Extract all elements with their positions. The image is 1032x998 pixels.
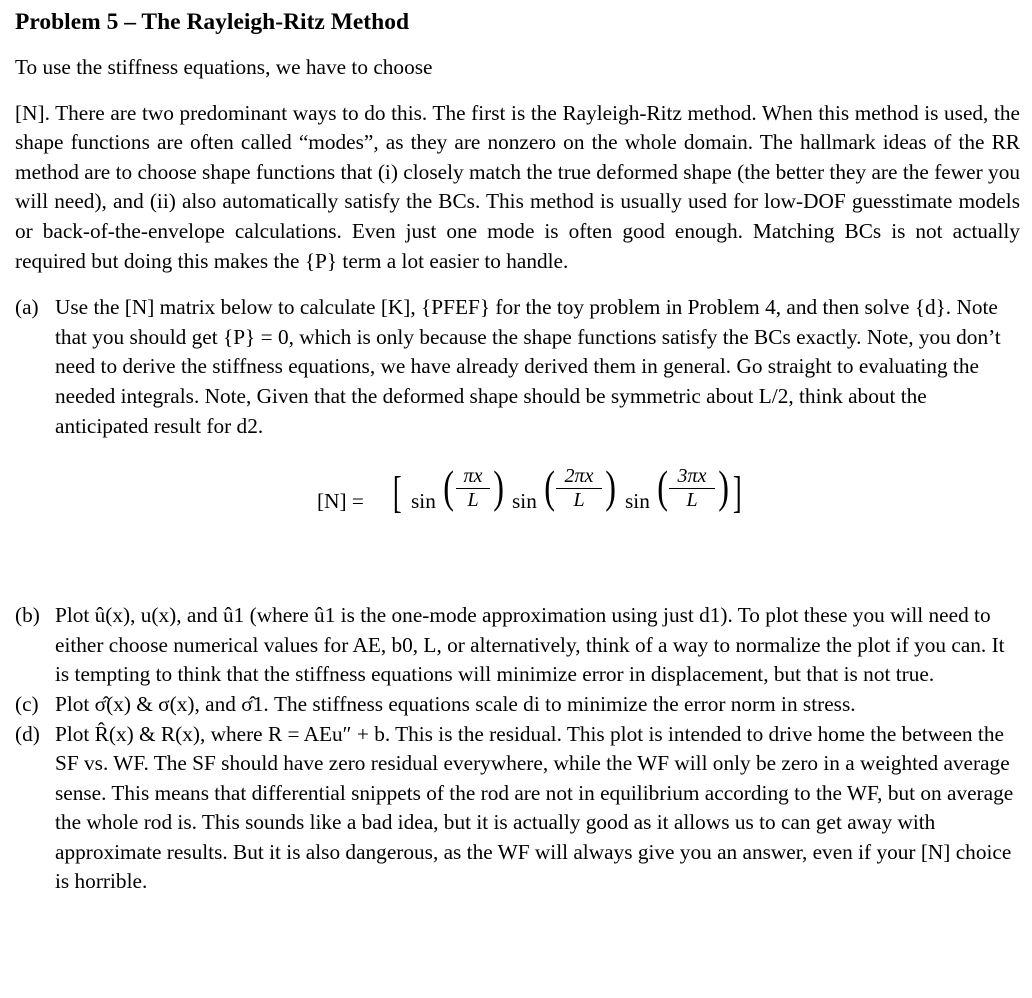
document-page (15, 6, 1020, 897)
part-text: Plot R̂(x) & R(x), where R = AEu″ + b. This is the residual. This plot is intended to drive home the between the SF vs. WF. The SF should have zero residual everywhere, while the WF will only be zero in a weighted average sense. This means that differential snippets of the rod are not in equilibrium according to the WF, but on average the whole rod is. This sounds like a bad idea, but it is actually good as it allows us to can get away with approximate results. But it is also dangerous, as the WF will always give you an answer, even if your [N] choice is horrible. (55, 721, 1014, 894)
part-label: (c) (15, 691, 39, 716)
problem-part-b (15, 601, 1020, 690)
sin-1: sin (411, 489, 436, 514)
fraction-2 (556, 465, 602, 512)
denominator-3: L (686, 489, 698, 512)
part-label: (d) (15, 721, 40, 746)
open-bracket: [ (392, 468, 402, 518)
problem-part-d (15, 720, 1020, 898)
shape-function-equation (15, 461, 1020, 553)
paren-open-2: ( (544, 461, 556, 513)
problem-part-a (15, 293, 1020, 441)
sin-2: sin (512, 489, 537, 514)
fraction-3 (669, 465, 715, 512)
intro-line: To use the stiffness equations, we have to choose (15, 55, 433, 79)
page-title: Problem 5 – The Rayleigh-Ritz Method (15, 9, 410, 35)
part-label: (a) (15, 295, 39, 320)
sin-3: sin (625, 489, 650, 514)
close-bracket: ] (732, 468, 742, 518)
fraction-1 (456, 465, 490, 512)
equation-lhs: [N] = (317, 489, 364, 514)
denominator-1: L (467, 489, 479, 512)
problem-part-c (15, 690, 1020, 720)
numerator-2: 2πx (556, 465, 602, 489)
part-text: Plot û(x), u(x), and û1 (where û1 is the one-mode approximation using just d1). To plot these you will need to either choose numerical values for AE, b0, L, or alternatively, think of a way to normalize the plot if you can. It is tempting to think that the stiffness equations will minimize error in displacement, but that is not true. (55, 603, 1005, 687)
numerator-3: 3πx (669, 465, 715, 489)
numerator-1: πx (456, 465, 490, 489)
paren-close-2: ) (605, 461, 617, 513)
part-text: Plot σ̂(x) & σ(x), and σ̂1. The stiffness equations scale di to minimize the error norm in stress. (55, 691, 856, 716)
part-label: (b) (15, 603, 40, 628)
paren-open-1: ( (443, 461, 455, 513)
part-text: Use the [N] matrix below to calculate [K], {PFEF} for the toy problem in Problem 4, and then solve {d}. Note that you should get {P} = 0, which is only because the shape functions satisfy the BCs exactly. Note, you don’t need to derive the stiffness equations, we have already derived them in general. Go straight to evaluating the needed integrals. Note, Given that the deformed shape should be symmetric about L/2, think about the anticipated result for d2. (55, 295, 1001, 438)
intro-paragraph: [N]. There are two predominant ways to do this. The first is the Rayleigh-Ritz method. When this method is used, the shape functions are often called “modes”, as they are nonzero on the whole domain. The hallmark ideas of the RR method are to choose shape functions that (i) closely match the true deformed shape (the better they are the fewer you will need), and (ii) also automatically satisfy the BCs. This method is usually used for low-DOF guesstimate models or back-of-the-envelope calculations. Even just one mode is often good enough. Matching BCs is not actually required but doing this makes the {P} term a lot easier to handle. (15, 100, 1020, 273)
paren-close-1: ) (493, 461, 505, 513)
denominator-2: L (573, 489, 585, 512)
paren-open-3: ( (657, 461, 669, 513)
paren-close-3: ) (718, 461, 730, 513)
